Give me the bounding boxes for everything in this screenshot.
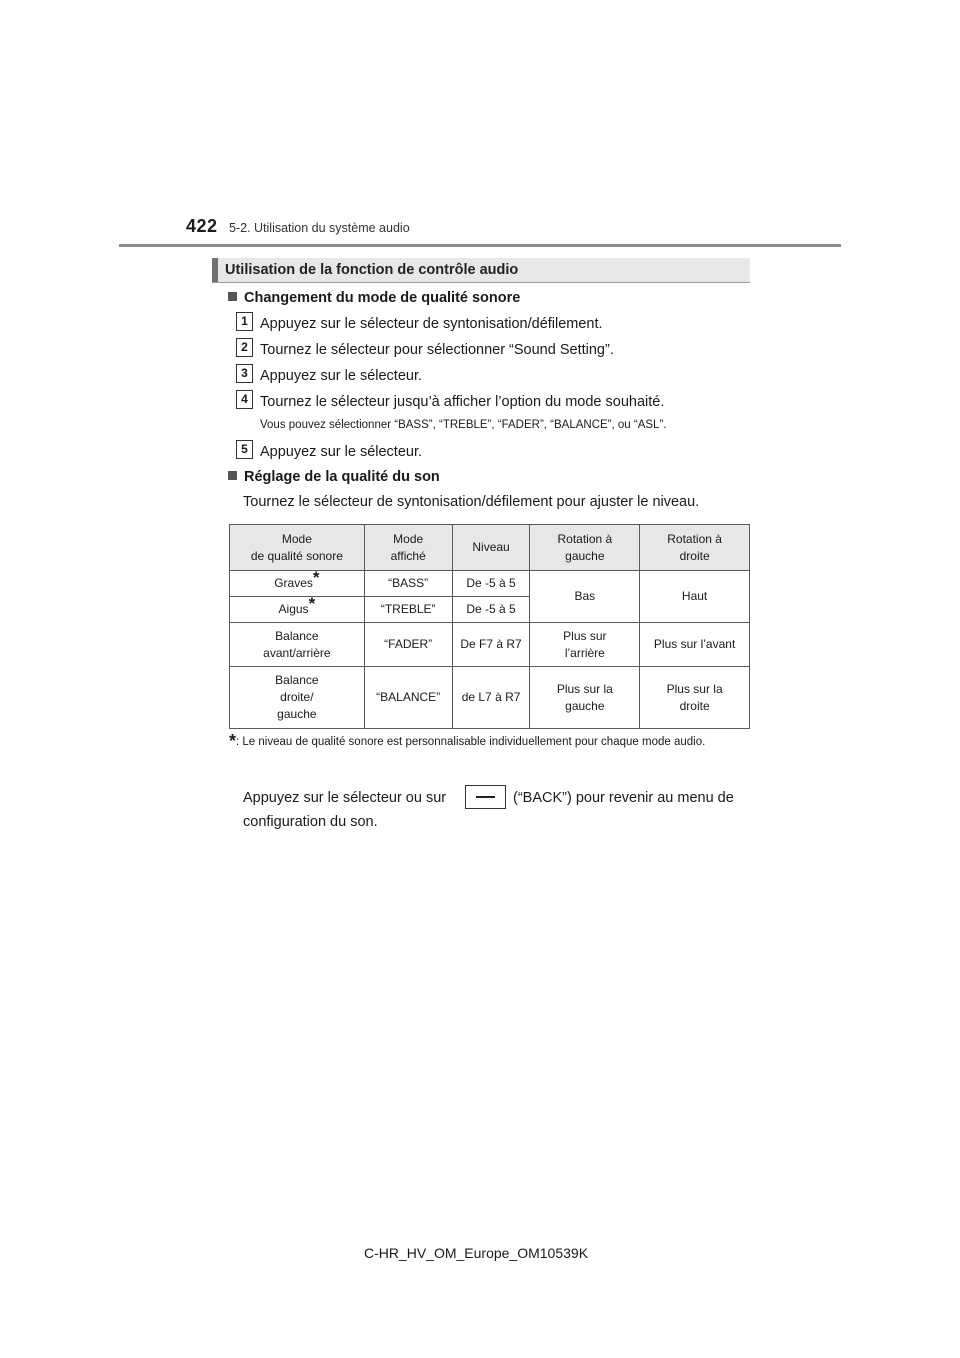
cell-display: “FADER”: [364, 623, 452, 667]
cell-mode: Balance droite/ gauche: [230, 667, 365, 729]
square-bullet-icon: [228, 292, 237, 301]
step-number-badge: 2: [236, 338, 253, 357]
cell-rotate-right-merged: Haut: [640, 571, 750, 623]
page-number: 422: [186, 216, 218, 236]
back-button-icon: [465, 785, 506, 809]
quality-heading: [228, 469, 440, 485]
header-rule: [119, 244, 841, 247]
cell-display: “BASS”: [364, 571, 452, 597]
cell-rotate-right: Plus sur l’avant: [640, 623, 750, 667]
footnote: [229, 733, 745, 751]
cell-mode: Balance avant/arrière: [230, 623, 365, 667]
back-instruction-start: Appuyez sur le sélecteur ou sur: [243, 790, 447, 806]
options-note: Vous pouvez sélectionner “BASS”, “TREBLE”, “FADER”, “BALANCE”, ou “ASL”.: [260, 419, 667, 431]
table-header-row: [230, 525, 750, 571]
step-text: Appuyez sur le sélecteur de syntonisation/défilement.: [260, 316, 603, 332]
square-bullet-icon: [228, 471, 237, 480]
section-header: 5-2. Utilisation du système audio: [229, 221, 410, 235]
footer-code: C-HR_HV_OM_Europe_OM10539K: [363, 1245, 589, 1261]
cell-mode: Graves*: [230, 571, 365, 597]
step-number-badge: 1: [236, 312, 253, 331]
table-row: [230, 623, 750, 667]
cell-rotate-left: Plus sur la gauche: [530, 667, 640, 729]
sound-mode-heading: [228, 290, 520, 306]
cell-mode: Aigus*: [230, 597, 365, 623]
section-banner: [212, 258, 750, 283]
table-row: [230, 667, 750, 729]
back-instruction-end: (“BACK”) pour revenir au menu de: [513, 790, 734, 806]
cell-level: de L7 à R7: [452, 667, 530, 729]
sound-settings-table: [229, 524, 750, 729]
cell-display: “BALANCE”: [364, 667, 452, 729]
step-text: Appuyez sur le sélecteur.: [260, 444, 423, 460]
header-level: Niveau: [452, 525, 530, 571]
header-rotate-left: Rotation à gauche: [530, 525, 640, 571]
step-number-badge: 3: [236, 364, 253, 383]
sound-mode-heading-text: Changement du mode de qualité sonore: [244, 290, 521, 306]
footnote-asterisk: *: [229, 731, 237, 751]
step-number-badge: 5: [236, 440, 253, 459]
cell-rotate-left-merged: Bas: [530, 571, 640, 623]
header-rotate-right: Rotation à droite: [640, 525, 750, 571]
footnote-text: : Le niveau de qualité sonore est personnalisable individuellement pour chaque mode audio.: [236, 736, 706, 748]
step-text: Tournez le sélecteur pour sélectionner “Sound Setting”.: [260, 342, 614, 358]
dash-icon: [476, 796, 495, 798]
cell-level: De -5 à 5: [452, 597, 530, 623]
header-mode: Mode de qualité sonore: [230, 525, 365, 571]
document-footer: [0, 1245, 960, 1261]
cell-level: De F7 à R7: [452, 623, 530, 667]
back-instruction-line2: configuration du son.: [243, 814, 378, 830]
header-display: Mode affiché: [364, 525, 452, 571]
table-row: [230, 571, 750, 597]
banner-title: Utilisation de la fonction de contrôle audio: [225, 262, 519, 278]
cell-level: De -5 à 5: [452, 571, 530, 597]
step-text: Tournez le sélecteur jusqu’à afficher l’option du mode souhaité.: [260, 394, 665, 410]
asterisk-mark: *: [308, 594, 316, 613]
step-number-badge: 4: [236, 390, 253, 409]
quality-instruction: Tournez le sélecteur de syntonisation/défilement pour ajuster le niveau.: [243, 494, 700, 510]
cell-rotate-left: Plus sur l’arrière: [530, 623, 640, 667]
step-text: Appuyez sur le sélecteur.: [260, 368, 423, 384]
asterisk-mark: *: [312, 568, 320, 587]
banner-accent-bar: [212, 258, 218, 282]
cell-rotate-right: Plus sur la droite: [640, 667, 750, 729]
cell-display: “TREBLE”: [364, 597, 452, 623]
quality-heading-text: Réglage de la qualité du son: [244, 469, 440, 485]
